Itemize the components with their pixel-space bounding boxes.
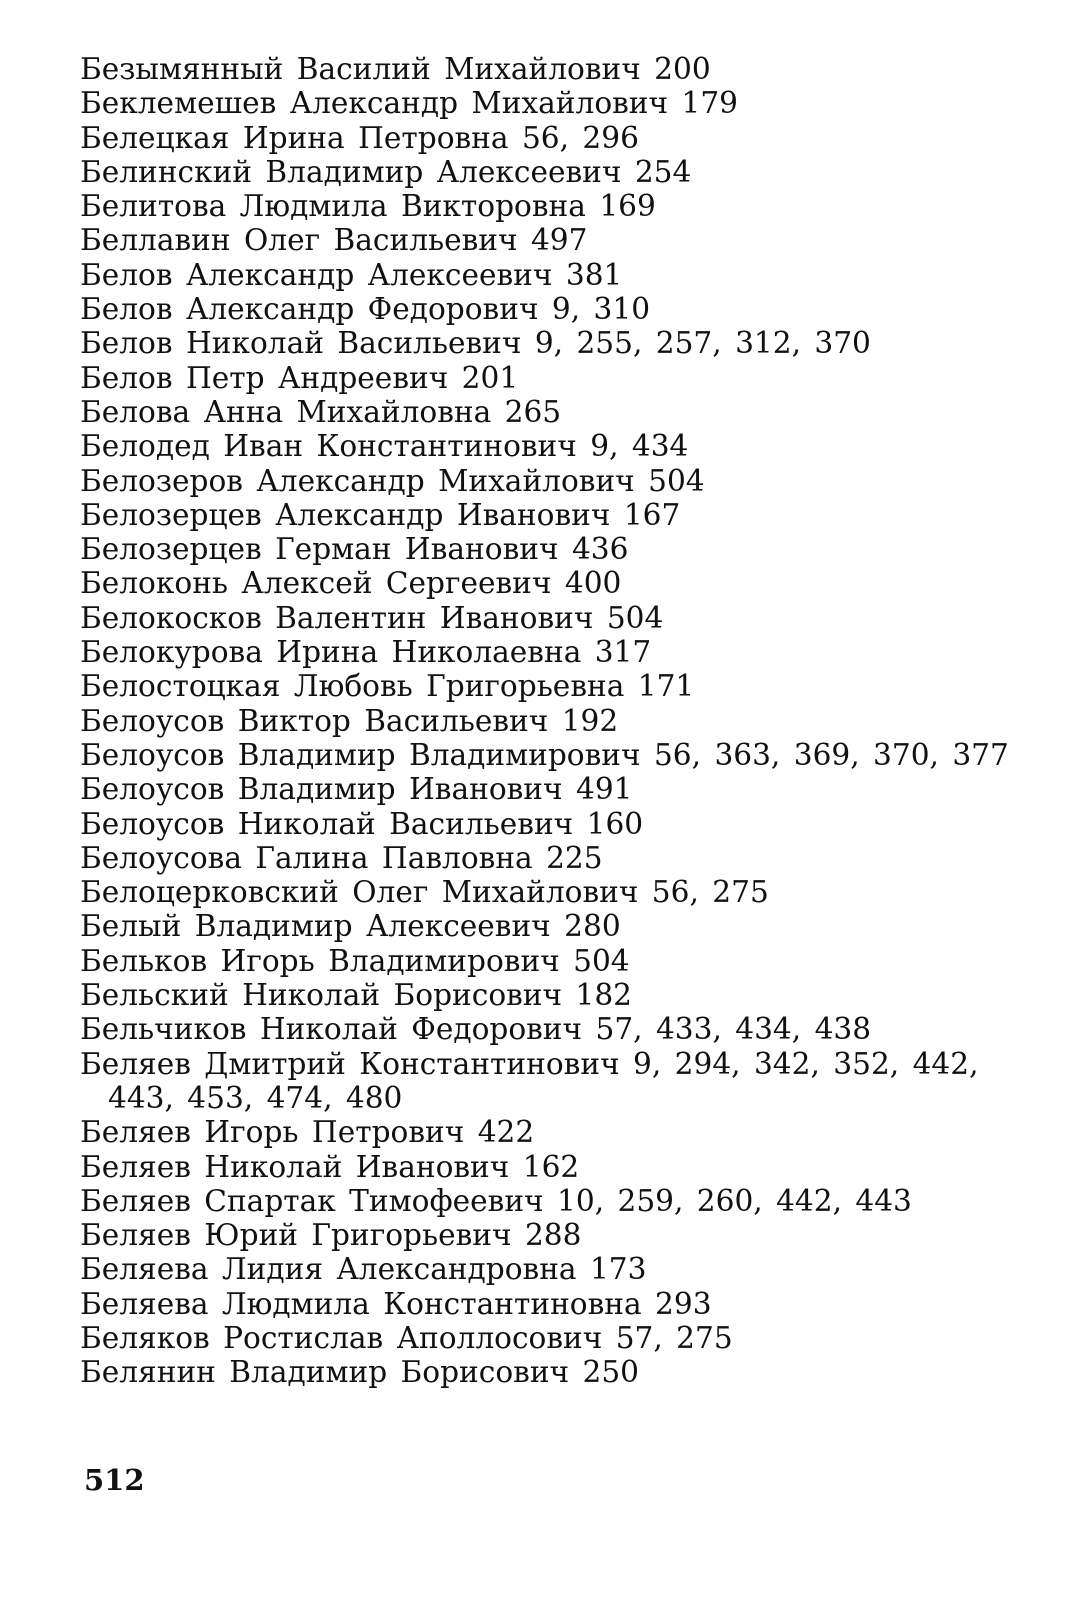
index-entry: Белоусов Владимир Иванович 491: [80, 772, 633, 807]
index-entry: Белый Владимир Алексеевич 280: [80, 909, 621, 944]
index-entry: Белов Александр Федорович 9, 310: [80, 292, 651, 327]
index-entry: Белинский Владимир Алексеевич 254: [80, 154, 692, 189]
index-entry: Белозерцев Александр Иванович 167: [80, 497, 681, 532]
index-entry: Белов Николай Васильевич 9, 255, 257, 312, 370: [80, 326, 871, 361]
index-entry: Белов Александр Алексеевич 381: [80, 257, 623, 292]
index-entry: Безымянный Василий Михайлович 200: [80, 52, 711, 86]
index-entry: Белова Анна Михайловна 265: [80, 394, 562, 429]
index-entry: Бельский Николай Борисович 182: [80, 978, 632, 1013]
index-entry: Беляев Спартак Тимофеевич 10, 259, 260, 442, 443: [80, 1183, 912, 1218]
index-entry: Белоцерковский Олег Михайлович 56, 275: [80, 875, 769, 910]
index-entry: Белоконь Алексей Сергеевич 400: [80, 566, 622, 601]
index-entry: Белодед Иван Константинович 9, 434: [80, 429, 689, 464]
index-entry: Беклемешев Александр Михайлович 179: [80, 86, 738, 121]
index-entry: Бельчиков Николай Федорович 57, 433, 434, 438: [80, 1012, 872, 1047]
index-entry: Белитова Людмила Викторовна 169: [80, 189, 656, 224]
name-index-list: [80, 52, 1055, 1390]
index-entry: Беллавин Олег Васильевич 497: [80, 223, 588, 258]
index-entry: Белов Петр Андреевич 201: [80, 360, 519, 395]
index-entry: Беляев Дмитрий Константинович 9, 294, 342, 352, 442, 443, 453, 474, 480: [80, 1046, 979, 1115]
index-entry: Белянин Владимир Борисович 250: [80, 1355, 640, 1390]
index-entry: Бельков Игорь Владимирович 504: [80, 943, 630, 978]
index-entry: Беляков Ростислав Аполлосович 57, 275: [80, 1320, 733, 1355]
index-entry: Белоусов Николай Васильевич 160: [80, 806, 644, 841]
index-entry: Белокосков Валентин Иванович 504: [80, 600, 664, 635]
index-entry: Белоусова Галина Павловна 225: [80, 840, 603, 875]
index-entry: Белокурова Ирина Николаевна 317: [80, 635, 652, 670]
index-entry: Беляев Юрий Григорьевич 288: [80, 1218, 582, 1253]
index-entry: Беляев Игорь Петрович 422: [80, 1115, 535, 1150]
index-entry: Белостоцкая Любовь Григорьевна 171: [80, 669, 695, 704]
index-entry: Беляев Николай Иванович 162: [80, 1149, 580, 1184]
index-entry: Белоусов Виктор Васильевич 192: [80, 703, 619, 738]
page-number: 512: [84, 1463, 145, 1497]
index-entry: Белецкая Ирина Петровна 56, 296: [80, 120, 639, 155]
index-entry: Беляева Лидия Александровна 173: [80, 1252, 647, 1287]
index-entry: Белозерцев Герман Иванович 436: [80, 532, 629, 567]
index-entry: Беляева Людмила Константиновна 293: [80, 1286, 712, 1321]
index-entry: Белоусов Владимир Владимирович 56, 363, 369, 370, 377: [80, 737, 1009, 772]
index-entry: Белозеров Александр Михайлович 504: [80, 463, 705, 498]
